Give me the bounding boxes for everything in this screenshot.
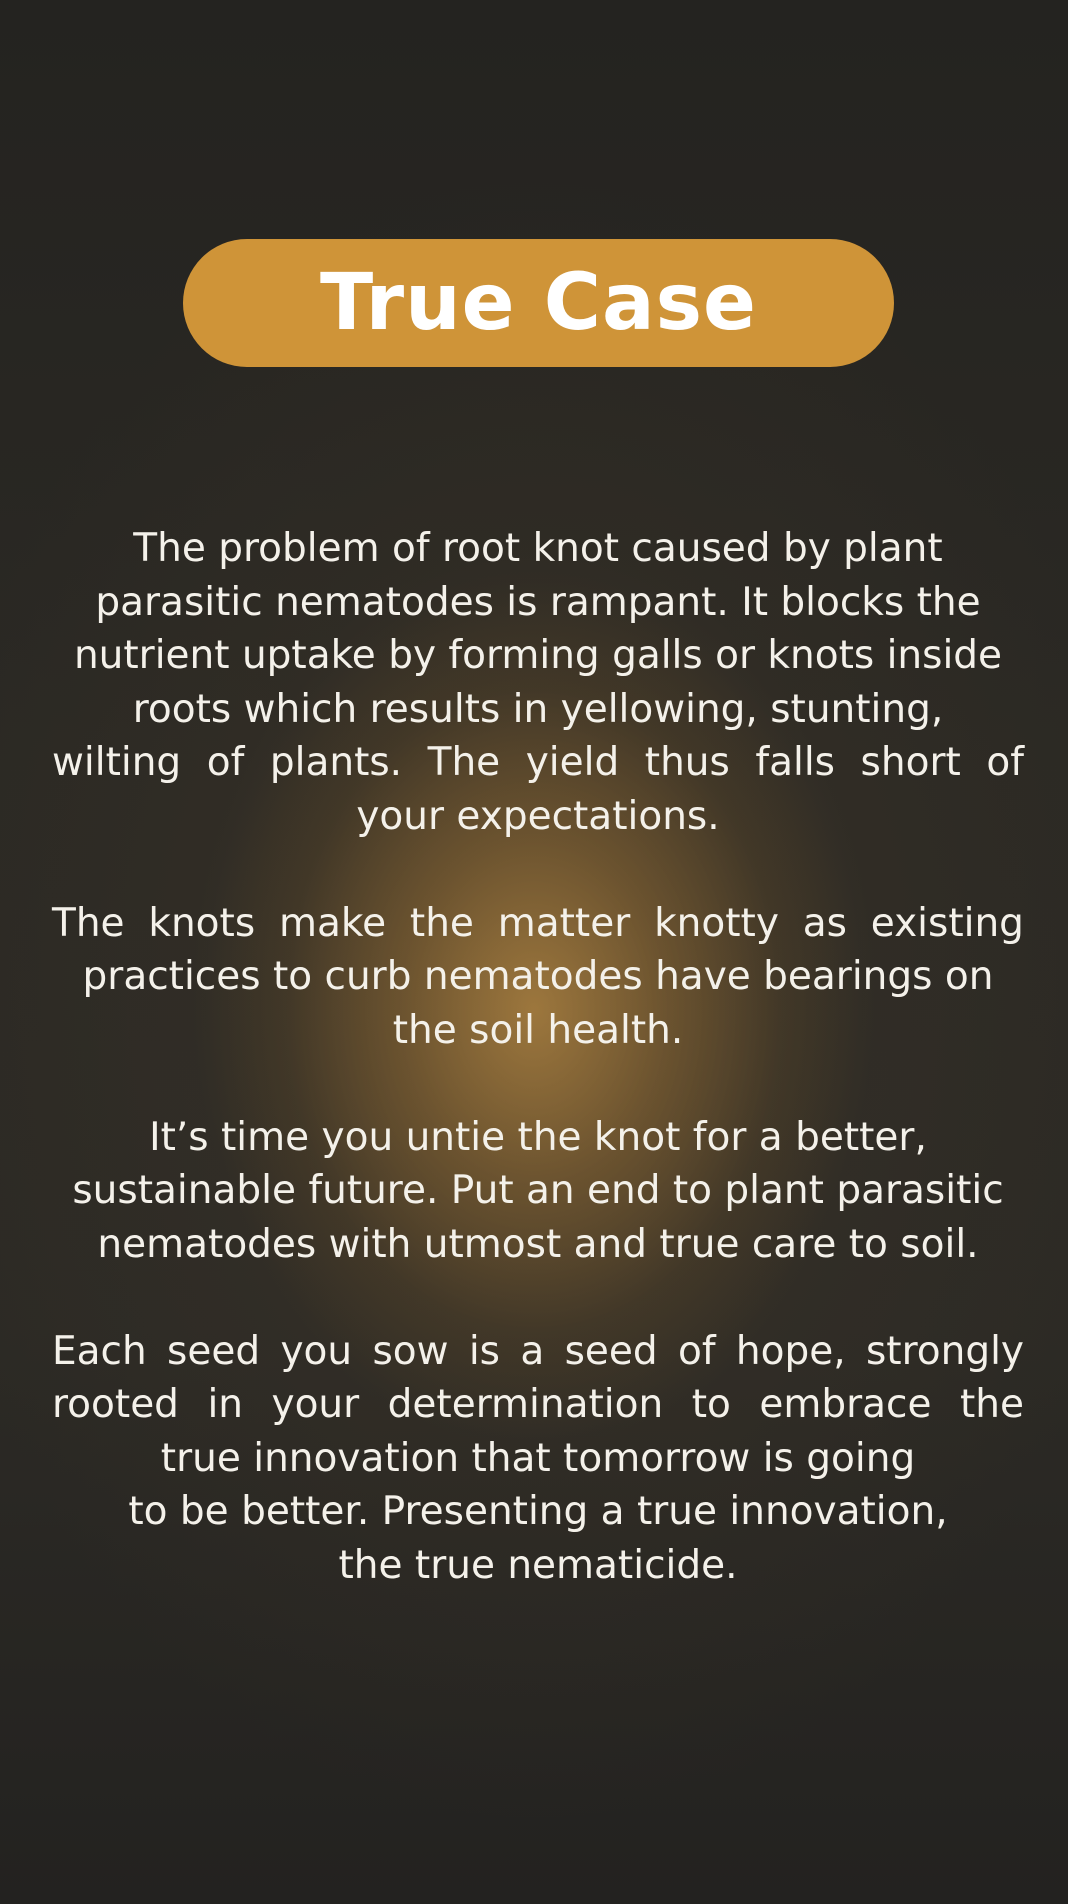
page-title: True Case — [320, 258, 757, 348]
line-word: matter — [497, 900, 631, 946]
paragraph-line: The problem of root knot caused by plant — [133, 526, 943, 571]
line-word: as — [802, 900, 847, 946]
paragraph-line: sustainable future. Put an end to plant parasitic — [72, 1168, 1004, 1213]
paragraph-line: true innovation that tomorrow is going — [160, 1435, 916, 1481]
line-word: existing — [870, 900, 1024, 946]
paragraph-line: the soil health. — [392, 1007, 684, 1053]
line-word: knots — [148, 900, 256, 946]
line-word: seed — [564, 1328, 658, 1374]
line-word: seed — [167, 1328, 261, 1374]
line-word: The — [52, 900, 125, 946]
line-word: the — [959, 1382, 1024, 1427]
line-word: you — [280, 1328, 353, 1374]
line-word: hope, — [735, 1328, 846, 1374]
paragraph-line: to be better. Presenting a true innovation, — [128, 1489, 948, 1534]
paragraph-line — [52, 736, 1024, 790]
body-paragraph — [52, 897, 1024, 1058]
paragraph-line — [52, 1325, 1024, 1379]
line-word: yield — [525, 740, 620, 785]
line-word: falls — [755, 740, 835, 785]
line-word: sow — [372, 1328, 449, 1374]
line-word: knotty — [654, 900, 779, 946]
line-word: the — [409, 900, 474, 946]
line-word: Each — [52, 1328, 147, 1374]
line-word: embrace — [759, 1382, 932, 1427]
paragraph-line: It’s time you untie the knot for a better, — [149, 1114, 927, 1160]
body-copy — [52, 522, 1024, 1646]
line-word: to — [691, 1382, 731, 1427]
paragraph-line: nematodes with utmost and true care to soil. — [97, 1221, 979, 1267]
line-word: determination — [387, 1382, 664, 1427]
line-word: of — [206, 740, 245, 785]
paragraph-line — [52, 1378, 1024, 1432]
line-word: rooted — [52, 1382, 179, 1427]
paragraph-line: the true nematicide. — [338, 1542, 738, 1588]
line-word: wilting — [52, 740, 182, 785]
body-paragraph — [52, 1111, 1024, 1272]
paragraph-line: your expectations. — [356, 793, 720, 839]
line-word: strongly — [865, 1328, 1024, 1374]
title-badge — [183, 239, 894, 367]
line-word: plants. — [269, 740, 403, 785]
line-word: your — [271, 1382, 360, 1427]
paragraph-line: nutrient uptake by forming galls or knots inside — [73, 633, 1003, 678]
paragraph-line — [52, 897, 1024, 951]
line-word: thus — [644, 740, 730, 785]
line-word: a — [520, 1328, 545, 1374]
body-paragraph — [52, 522, 1024, 843]
paragraph-line: practices to curb nematodes have bearings on — [82, 954, 994, 999]
paragraph-line: parasitic nematodes is rampant. It blocks the — [95, 579, 981, 625]
line-word: The — [427, 740, 501, 785]
line-word: in — [207, 1382, 243, 1427]
line-word: short — [860, 740, 961, 785]
line-word: is — [468, 1328, 500, 1374]
body-paragraph — [52, 1325, 1024, 1593]
line-word: of — [986, 740, 1024, 785]
paragraph-line: roots which results in yellowing, stunting, — [132, 686, 944, 732]
line-word: make — [278, 900, 387, 946]
line-word: of — [677, 1328, 716, 1374]
